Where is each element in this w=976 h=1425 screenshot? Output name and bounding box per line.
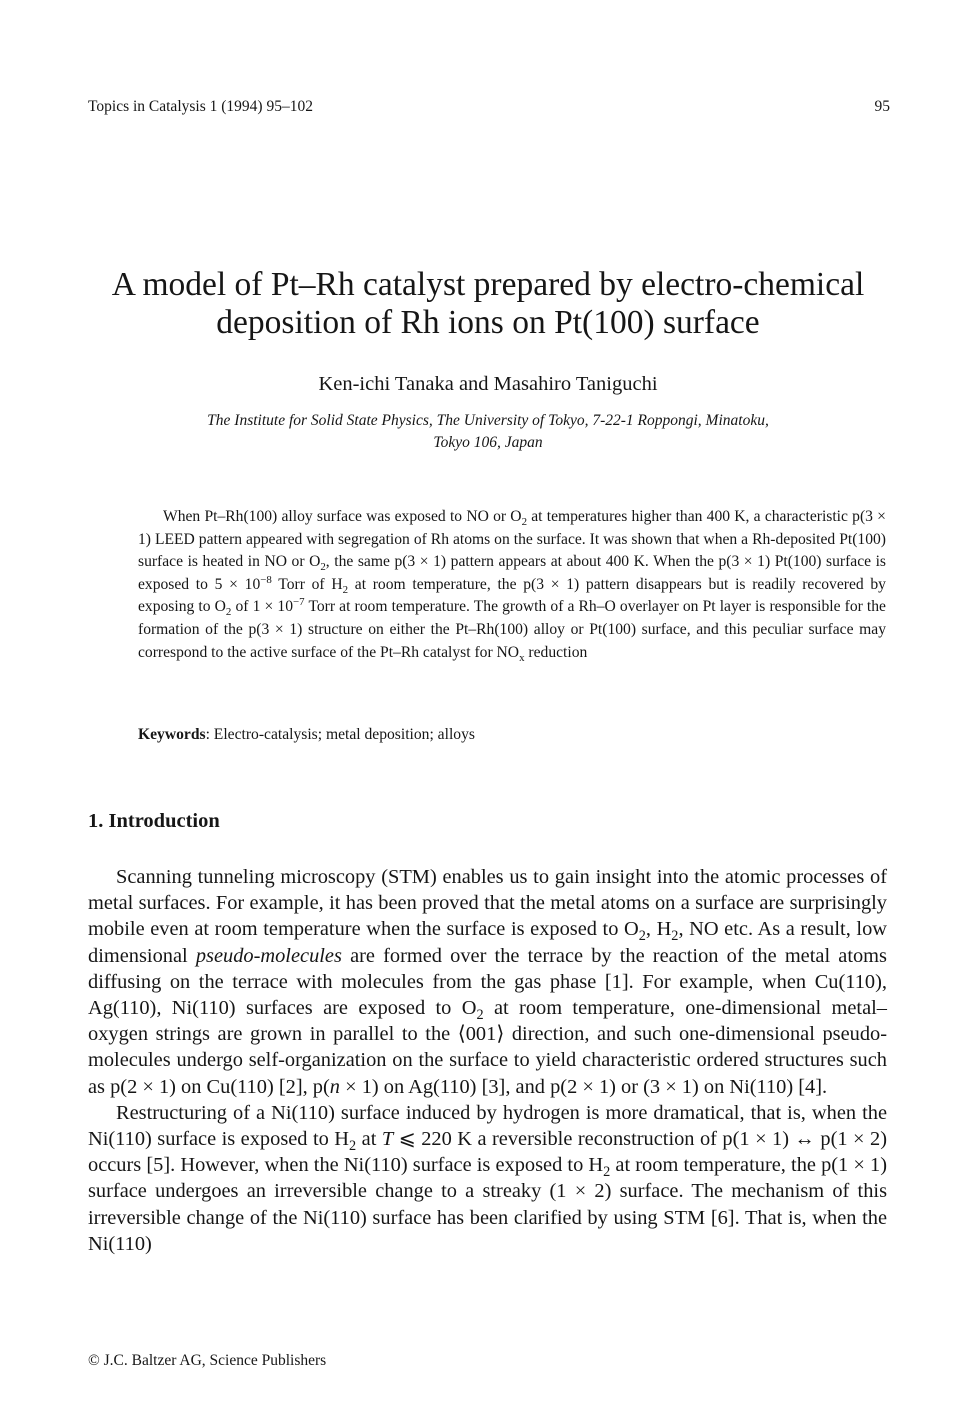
paragraph: Scanning tunneling microscopy (STM) enables us to gain insight into the atomic processes of metal surfaces. For example, it has been proved that the metal atoms on a surface are surprisingly mobile even at room temperature when the surface is exposed to $O_2$, $H_2$, NO etc. As a result, low dimensional pseudo-molecules are formed over the terrace by the reaction of the metal atoms diffusing on the terrace with molecules from the gas phase [1]. For example, when Cu(110), Ag(110), Ni(110) surfaces are exposed to $O_2$ at room temperature, one-dimensional metal–oxygen strings are grown in parallel to the ⟨001⟩ direction, and such one-dimensional pseudo-molecules undergo self-organization on the surface to yield characteristic ordered structures such as p(2 × 1) on Cu(110) [2], p(n × 1) on Ag(110) [3], and p(2 × 1) or (3 × 1) on Ni(110) [4]. xyxy=(88,866,887,1098)
keywords-label: Keywords xyxy=(138,726,206,743)
section-heading: 1. Introduction xyxy=(88,810,220,832)
title-line-1: A model of Pt–Rh catalyst prepared by electro-chemical xyxy=(111,266,865,303)
page-number: 95 xyxy=(874,98,890,115)
paper-title xyxy=(60,266,916,342)
keywords xyxy=(138,726,886,744)
affiliation-line-1: The Institute for Solid State Physics, The University of Tokyo, 7-22-1 Roppongi, Minatoku, xyxy=(207,412,769,429)
body-text xyxy=(88,864,887,1257)
abstract: When Pt–Rh(100) alloy surface was exposed to NO or $O_2$ at temperatures higher than 400 K, a characteristic p(3 × 1) LEED pattern appeared with segregation of Rh atoms on the surface. It was shown that when a Rh-deposited Pt(100) surface is heated in NO or $O_2$, the same p(3 × 1) pattern appears at about 400 K. When the p(3 × 1) Pt(100) surface is exposed to $5 \times 10^{-8}$ Torr of $H_2$ at room temperature, the p(3 × 1) pattern disappears but is readily recovered by exposing to $O_2$ of $1 \times 10^{-7}$ Torr at room temperature. The growth of a Rh–O overlayer on Pt layer is responsible for the formation of the p(3 × 1) structure on either the Pt–Rh(100) alloy or Pt(100) surface, and this peculiar surface may correspond to the active surface of the Pt–Rh catalyst for $NO_x$ reduction xyxy=(138,508,887,664)
title-line-2: deposition of Rh ions on Pt(100) surface xyxy=(216,304,760,341)
affiliation xyxy=(115,410,861,454)
paragraph: Restructuring of a Ni(110) surface induced by hydrogen is more dramatical, that is, when the Ni(110) surface is exposed to $H_2$ at T ⩽ 220 K a reversible reconstruction of p(1 × 1) ↔ p(1 × 2) occurs [5]. However, when the Ni(110) surface is exposed to $H_2$ at room temperature, the p(1 × 1) surface undergoes an irreversible change to a streaky (1 × 2) surface. The mechanism of this irreversible change of the Ni(110) surface has been clarified by using STM [6]. That is, when the Ni(110) xyxy=(88,1101,888,1255)
journal-citation: Topics in Catalysis 1 (1994) 95–102 xyxy=(88,98,313,115)
affiliation-line-2: Tokyo 106, Japan xyxy=(433,434,543,451)
running-head xyxy=(88,98,890,116)
authors: Ken-ichi Tanaka and Masahiro Taniguchi xyxy=(318,373,658,395)
keywords-text: : Electro-catalysis; metal deposition; alloys xyxy=(205,726,475,743)
copyright-footer: © J.C. Baltzer AG, Science Publishers xyxy=(88,1352,327,1369)
